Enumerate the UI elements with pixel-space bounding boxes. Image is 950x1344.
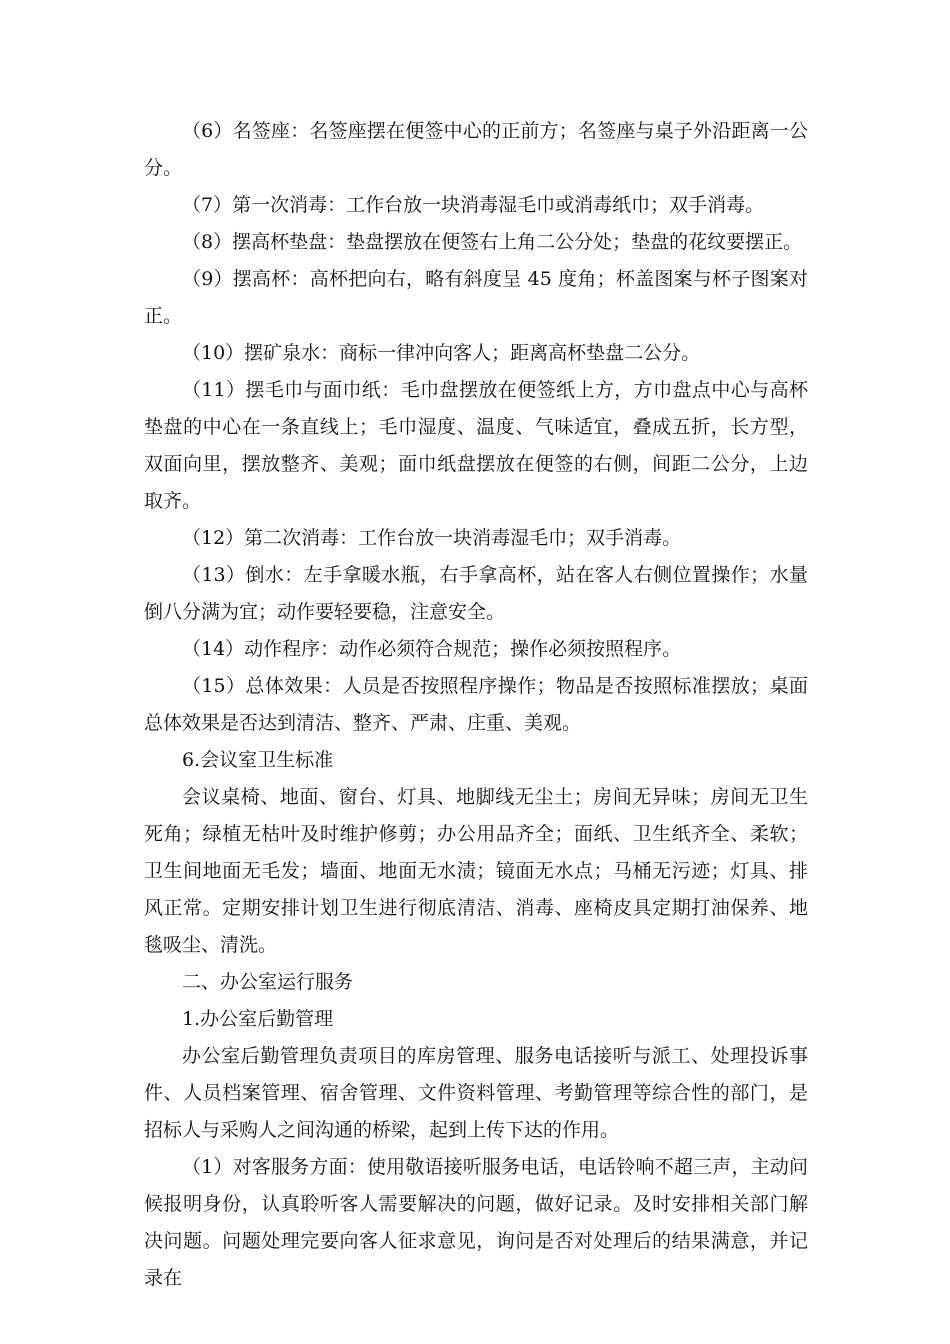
paragraph: （12）第二次消毒：工作台放一块消毒湿毛巾；双手消毒。 bbox=[182, 527, 682, 549]
paragraph: （7）第一次消毒：工作台放一块消毒湿毛巾或消毒纸巾；双手消毒。 bbox=[182, 194, 765, 216]
paragraph: （11）摆毛巾与面巾纸：毛巾盘摆放在便签纸上方，方巾盘点中心与高杯垫盘的中心在一条直线上；毛巾湿度、温度、气味适宜，叠成五折，长方型，双面向里，摆放整齐、美观；面巾纸盘摆放在便签的右侧，间距二公分，上边取齐。 bbox=[144, 379, 808, 512]
paragraph: （13）倒水：左手拿暖水瓶，右手拿高杯，站在客人右侧位置操作；水量倒八分满为宜；动作要轻要稳，注意安全。 bbox=[144, 564, 808, 623]
paragraph: （14）动作程序：动作必须符合规范；操作必须按照程序。 bbox=[182, 638, 682, 660]
paragraph: 会议桌椅、地面、窗台、灯具、地脚线无尘土；房间无异味；房间无卫生死角；绿植无枯叶及时维护修剪；办公用品齐全；面纸、卫生纸齐全、柔软；卫生间地面无毛发；墙面、地面无水渍；镜面无水点；马桶无污迹；灯具、排风正常。定期安排计划卫生进行彻底清洁、消毒、座椅皮具定期打油保养、地毯吸尘、清洗。 bbox=[144, 786, 808, 956]
paragraph: （15）总体效果：人员是否按照程序操作；物品是否按照标准摆放；桌面总体效果是否达到清洁、整齐、严肃、庄重、美观。 bbox=[144, 675, 808, 734]
paragraph: （1）对客服务方面：使用敬语接听服务电话，电话铃响不超三声，主动问候报明身份，认真聆听客人需要解决的问题，做好记录。及时安排相关部门解决问题。问题处理完要向客人征求意见，询问是否对处理后的结果满意，并记录在 bbox=[144, 1156, 808, 1289]
document-body bbox=[144, 113, 808, 1297]
paragraph: （6）名签座：名签座摆在便签中心的正前方；名签座与桌子外沿距离一公分。 bbox=[144, 120, 808, 179]
paragraph: （10）摆矿泉水：商标一律冲向客人；距离高杯垫盘二公分。 bbox=[182, 342, 701, 364]
paragraph: 办公室后勤管理负责项目的库房管理、服务电话接听与派工、处理投诉事件、人员档案管理、宿舍管理、文件资料管理、考勤管理等综合性的部门，是招标人与采购人之间沟通的桥梁，起到上传下达的作用。 bbox=[144, 1045, 808, 1141]
section-heading: 6.会议室卫生标准 bbox=[182, 749, 334, 771]
section-heading: 二、办公室运行服务 bbox=[182, 971, 354, 993]
paragraph: （9）摆高杯：高杯把向右，略有斜度呈 45 度角；杯盖图案与杯子图案对正。 bbox=[144, 268, 808, 327]
paragraph: （8）摆高杯垫盘：垫盘摆放在便签右上角二公分处；垫盘的花纹要摆正。 bbox=[182, 231, 803, 253]
section-heading: 1.办公室后勤管理 bbox=[182, 1008, 334, 1030]
